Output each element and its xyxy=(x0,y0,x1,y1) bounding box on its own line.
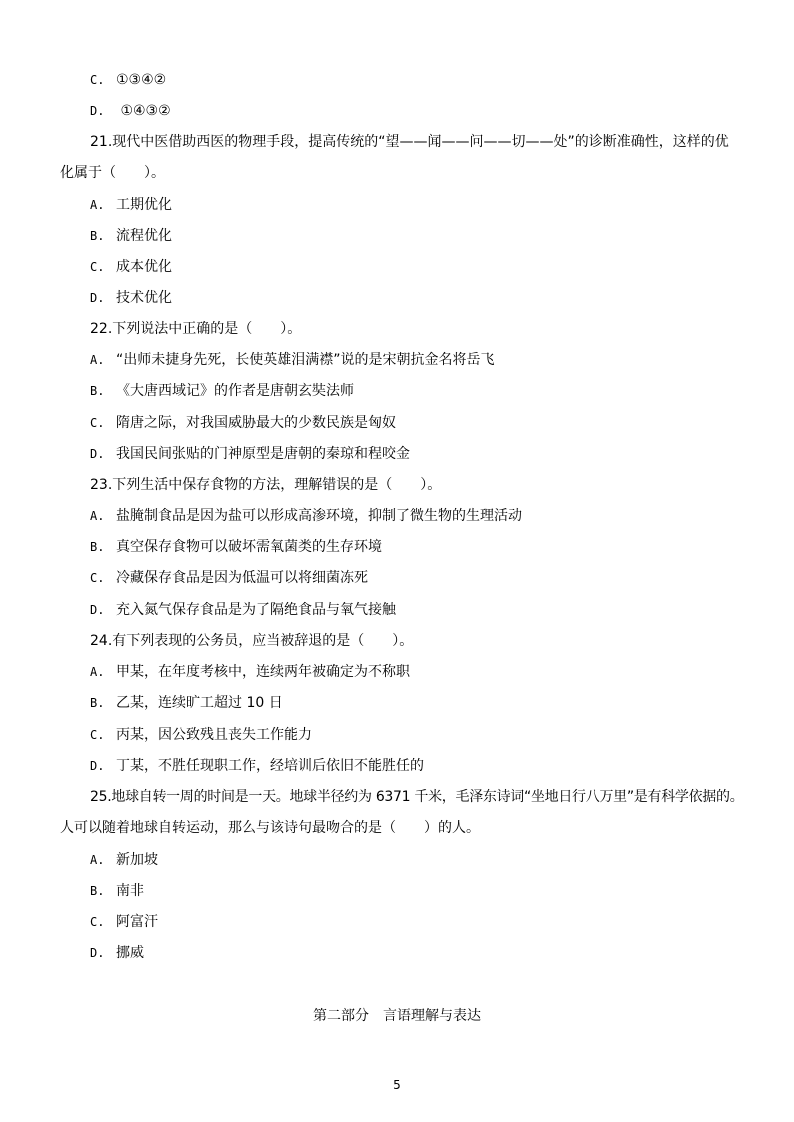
q22-option-b xyxy=(90,381,354,401)
option-text: 丙某，因公致残且丧失工作能力 xyxy=(116,727,312,743)
option-text: 流程优化 xyxy=(116,228,172,244)
q25-stem-line1: 25.地球自转一周的时间是一天。地球半径约为 6371 千米，毛泽东诗词“坐地日行八万里”是有科学依据的。 xyxy=(90,789,744,805)
q21-option-a xyxy=(90,195,172,215)
option-letter: A. xyxy=(90,509,105,523)
option-text: ①③④② xyxy=(116,72,167,88)
option-text: 技术优化 xyxy=(116,290,172,306)
q21-option-b xyxy=(90,226,172,246)
option-text: 南非 xyxy=(116,883,144,899)
option-letter: D. xyxy=(90,291,105,305)
option-letter: B. xyxy=(90,384,105,398)
q24-option-c xyxy=(90,725,312,745)
q25-option-c xyxy=(90,912,158,932)
page-number: 5 xyxy=(393,1078,401,1092)
q21-stem-line1: 21.现代中医借助西医的物理手段，提高传统的“望——闻——问——切——处”的诊断准确性，这样的优 xyxy=(90,134,729,150)
q25-option-a xyxy=(90,850,158,870)
option-text: 工期优化 xyxy=(116,197,172,213)
option-text: 冷藏保存食品是因为低温可以将细菌冻死 xyxy=(116,570,368,586)
option-letter: C. xyxy=(90,73,105,87)
option-text: 新加坡 xyxy=(116,852,158,868)
option-letter: B. xyxy=(90,884,105,898)
q21-option-c xyxy=(90,257,172,277)
q20-option-d xyxy=(90,101,171,121)
q24-option-a xyxy=(90,662,410,682)
option-text: 《大唐西域记》的作者是唐朝玄奘法师 xyxy=(116,383,354,399)
option-text: 成本优化 xyxy=(116,259,172,275)
option-text: 阿富汗 xyxy=(116,914,158,930)
option-letter: D. xyxy=(90,946,105,960)
q20-option-c xyxy=(90,70,166,90)
option-letter: A. xyxy=(90,198,105,212)
option-text: 我国民间张贴的门神原型是唐朝的秦琼和程咬金 xyxy=(116,446,410,462)
option-letter: A. xyxy=(90,853,105,867)
option-text: 盐腌制食品是因为盐可以形成高渗环境，抑制了微生物的生理活动 xyxy=(116,508,522,524)
q23-option-a xyxy=(90,506,522,526)
q21-stem-line2: 化属于（ ）。 xyxy=(60,165,165,181)
option-text: 挪威 xyxy=(116,945,144,961)
option-letter: D. xyxy=(90,759,105,773)
option-letter: D. xyxy=(90,447,105,461)
q22-option-a xyxy=(90,350,495,370)
option-text: 真空保存食物可以破坏需氧菌类的生存环境 xyxy=(116,539,382,555)
option-text: “出师未捷身先死，长使英雄泪满襟”说的是宋朝抗金名将岳飞 xyxy=(116,352,495,368)
q24-stem: 24.有下列表现的公务员，应当被辞退的是（ ）。 xyxy=(90,633,414,649)
option-text: 甲某，在年度考核中，连续两年被确定为不称职 xyxy=(116,664,410,680)
q23-option-c xyxy=(90,568,368,588)
q25-option-d xyxy=(90,943,144,963)
q23-option-b xyxy=(90,537,382,557)
section-heading: 第二部分 言语理解与表达 xyxy=(313,1008,481,1024)
q24-option-d xyxy=(90,756,424,776)
option-text: ①④③② xyxy=(116,103,171,119)
option-letter: A. xyxy=(90,665,105,679)
q22-option-d xyxy=(90,444,410,464)
q23-stem: 23.下列生活中保存食物的方法，理解错误的是（ ）。 xyxy=(90,477,442,493)
q23-option-d xyxy=(90,600,396,620)
option-letter: C. xyxy=(90,260,105,274)
option-text: 丁某，不胜任现职工作，经培训后依旧不能胜任的 xyxy=(116,758,424,774)
option-text: 充入氮气保存食品是为了隔绝食品与氧气接触 xyxy=(116,602,396,618)
option-letter: D. xyxy=(90,104,105,118)
q22-option-c xyxy=(90,413,396,433)
option-letter: C. xyxy=(90,728,105,742)
option-letter: C. xyxy=(90,571,105,585)
option-letter: C. xyxy=(90,416,105,430)
option-letter: B. xyxy=(90,540,105,554)
q25-option-b xyxy=(90,881,144,901)
option-letter: D. xyxy=(90,603,105,617)
q24-option-b xyxy=(90,693,283,713)
option-text: 乙某，连续旷工超过 10 日 xyxy=(116,695,283,711)
q25-stem-line2: 人可以随着地球自转运动，那么与该诗句最吻合的是（ ）的人。 xyxy=(60,820,480,836)
option-letter: B. xyxy=(90,696,105,710)
option-letter: B. xyxy=(90,229,105,243)
option-letter: C. xyxy=(90,915,105,929)
option-text: 隋唐之际，对我国威胁最大的少数民族是匈奴 xyxy=(116,415,396,431)
option-letter: A. xyxy=(90,353,105,367)
q22-stem: 22.下列说法中正确的是（ ）。 xyxy=(90,321,302,337)
q21-option-d xyxy=(90,288,172,308)
